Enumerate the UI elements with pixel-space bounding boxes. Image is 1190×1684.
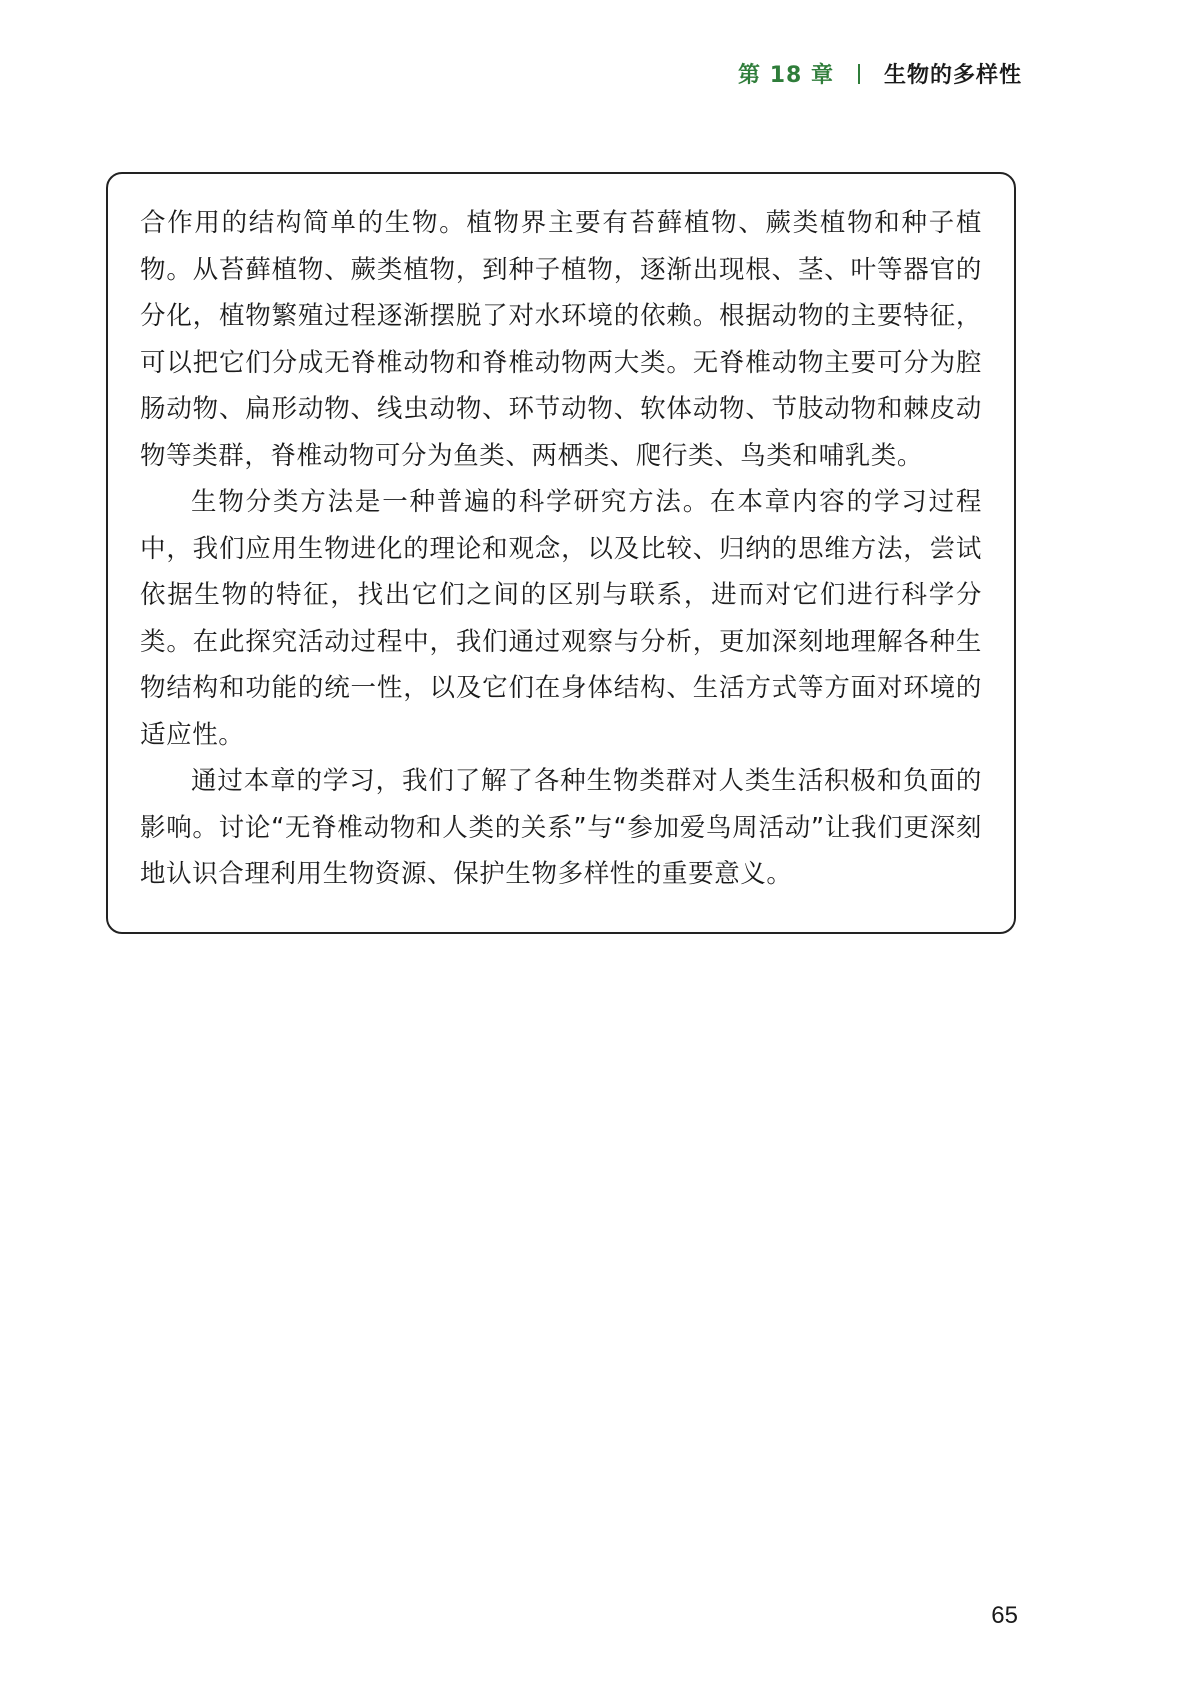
chapter-label: 第 18 章 xyxy=(738,63,834,88)
summary-paragraph-1: 合作用的结构简单的生物。植物界主要有苔藓植物、蕨类植物和种子植物。从苔藓植物、蕨类植物，到种子植物，逐渐出现根、茎、叶等器官的分化，植物繁殖过程逐渐摆脱了对水环境的依赖。根据动物的主要特征，可以把它们分成无脊椎动物和脊椎动物两大类。无脊椎动物主要可分为腔肠动物、扁形动物、线虫动物、环节动物、软体动物、节肢动物和棘皮动物等类群，脊椎动物可分为鱼类、两栖类、爬行类、鸟类和哺乳类。 xyxy=(140,208,982,471)
summary-paragraph-3: 通过本章的学习，我们了解了各种生物类群对人类生活积极和负面的影响。讨论“无脊椎动物和人类的关系”与“参加爱鸟周活动”让我们更深刻地认识合理利用生物资源、保护生物多样性的重要意义。 xyxy=(140,766,982,889)
chapter-title: 生物的多样性 xyxy=(883,63,1022,88)
page-number: 65 xyxy=(991,1602,1018,1629)
chapter-summary-box xyxy=(106,172,1016,934)
header-separator xyxy=(858,64,860,84)
running-header xyxy=(738,58,1022,89)
summary-paragraph-2: 生物分类方法是一种普遍的科学研究方法。在本章内容的学习过程中，我们应用生物进化的理论和观念，以及比较、归纳的思维方法，尝试依据生物的特征，找出它们之间的区别与联系，进而对它们进行科学分类。在此探究活动过程中，我们通过观察与分析，更加深刻地理解各种生物结构和功能的统一性，以及它们在身体结构、生活方式等方面对环境的适应性。 xyxy=(140,487,982,750)
